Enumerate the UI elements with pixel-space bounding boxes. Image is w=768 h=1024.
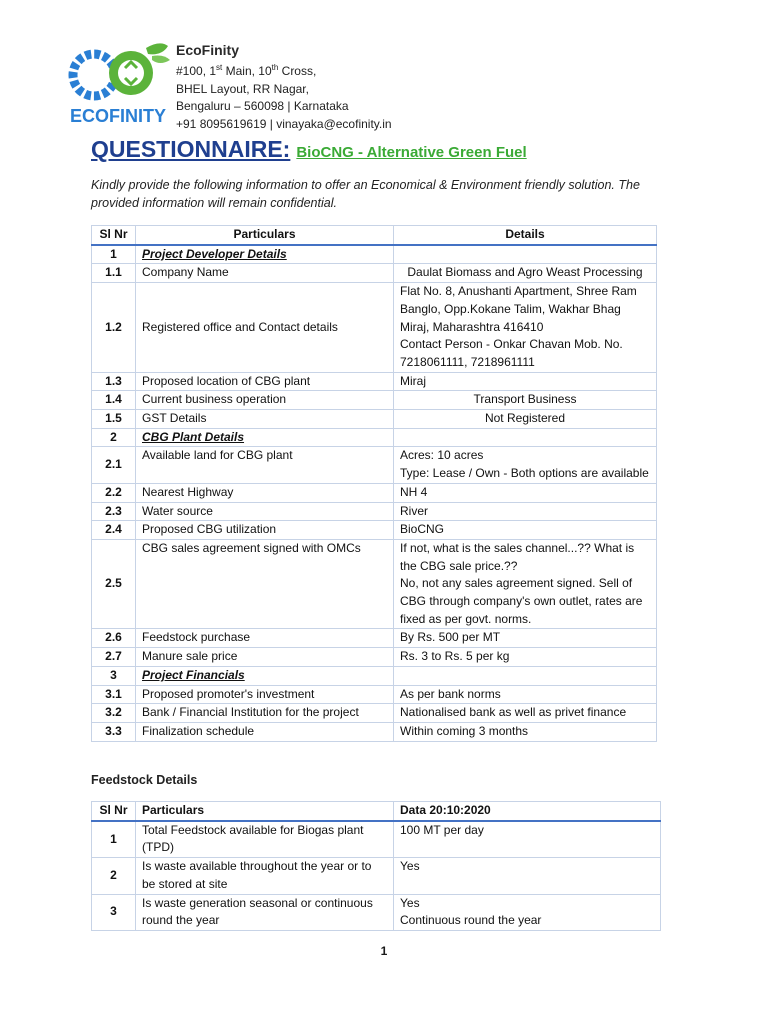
feedstock-table	[91, 801, 661, 931]
header-sl-nr: Sl Nr	[92, 226, 136, 245]
ecofinity-logo	[68, 38, 172, 124]
table-row: 2.1 Available land for CBG plant Acres: 10 acres Type: Lease / Own - Both options are available	[92, 447, 657, 483]
header-sl-nr: Sl Nr	[92, 802, 136, 821]
table-row: 1.1 Company Name Daulat Biomass and Agro Weast Processing	[92, 264, 657, 283]
header-details: Details	[394, 226, 657, 245]
company-name: EcoFinity	[176, 42, 240, 58]
header-particulars: Particulars	[136, 802, 394, 821]
table-row: 2 CBG Plant Details	[92, 428, 657, 447]
address-line-1: #100, 1st Main, 10th Cross,	[176, 63, 317, 79]
table-row: 1.3 Proposed location of CBG plant Miraj	[92, 372, 657, 391]
table-header-row	[92, 802, 661, 821]
title-main: QUESTIONNAIRE:	[91, 136, 291, 162]
header-data-date: Data 20:10:2020	[394, 802, 661, 821]
section-heading: Project Developer Details	[136, 245, 394, 264]
leaf-icon	[146, 43, 168, 54]
questionnaire-table	[91, 225, 657, 742]
address-line-2: BHEL Layout, RR Nagar,	[176, 81, 309, 96]
table-row: 2.5 CBG sales agreement signed with OMCs If not, what is the sales channel...?? What is the CBG sale price.?? No, not any sales agreement signed. Sell of CBG through company's own outlet, rates are fixed as per govt. norms.	[92, 539, 657, 629]
logo-gear	[73, 54, 115, 96]
table-row: 3 Is waste generation seasonal or continuous round the year Yes Continuous round the year	[92, 894, 661, 930]
table-header-row	[92, 226, 657, 245]
table-row: 1.2 Registered office and Contact details Flat No. 8, Anushanti Apartment, Shree Ram Banglo, Opp.Kokane Talim, Wakhar Bhag Miraj, Maharashtra 416410 Contact Person - Onkar Chavan Mob. No. 7218061111, 7218961111	[92, 283, 657, 373]
logo-wordmark: ECOFINITY	[70, 106, 167, 124]
intro-text: Kindly provide the following information to offer an Economical & Environment friendly solution. The provided information will remain confidential.	[91, 178, 640, 210]
table-row: 1 Total Feedstock available for Biogas plant (TPD) 100 MT per day	[92, 821, 661, 858]
table-row: 1.4 Current business operation Transport Business	[92, 391, 657, 410]
table-row: 2.2 Nearest Highway NH 4	[92, 483, 657, 502]
section-heading: Project Financials	[136, 666, 394, 685]
page-number: 1	[380, 944, 388, 958]
table-row: 3 Project Financials	[92, 666, 657, 685]
table-row: 2.7 Manure sale price Rs. 3 to Rs. 5 per kg	[92, 648, 657, 667]
contact-line: +91 8095619619 | vinayaka@ecofinity.in	[176, 116, 392, 131]
table-row: 3.3 Finalization schedule Within coming 3 months	[92, 722, 657, 741]
header-particulars: Particulars	[136, 226, 394, 245]
title-subtitle: BioCNG - Alternative Green Fuel	[296, 144, 527, 161]
page-title	[91, 136, 527, 163]
table-row: 2 Is waste available throughout the year or to be stored at site Yes	[92, 858, 661, 894]
table-row: 2.3 Water source River	[92, 502, 657, 521]
table-row: 1 Project Developer Details	[92, 245, 657, 264]
feedstock-section-title: Feedstock Details	[91, 773, 198, 787]
table-row: 3.2 Bank / Financial Institution for the project Nationalised bank as well as privet finance	[92, 704, 657, 723]
section-heading: CBG Plant Details	[136, 428, 394, 447]
table-row: 2.6 Feedstock purchase By Rs. 500 per MT	[92, 629, 657, 648]
table-row: 2.4 Proposed CBG utilization BioCNG	[92, 521, 657, 540]
table-row: 1.5 GST Details Not Registered	[92, 410, 657, 429]
table-row: 3.1 Proposed promoter's investment As per bank norms	[92, 685, 657, 704]
company-address	[176, 42, 392, 133]
address-line-3: Bengaluru – 560098 | Karnataka	[176, 99, 349, 114]
